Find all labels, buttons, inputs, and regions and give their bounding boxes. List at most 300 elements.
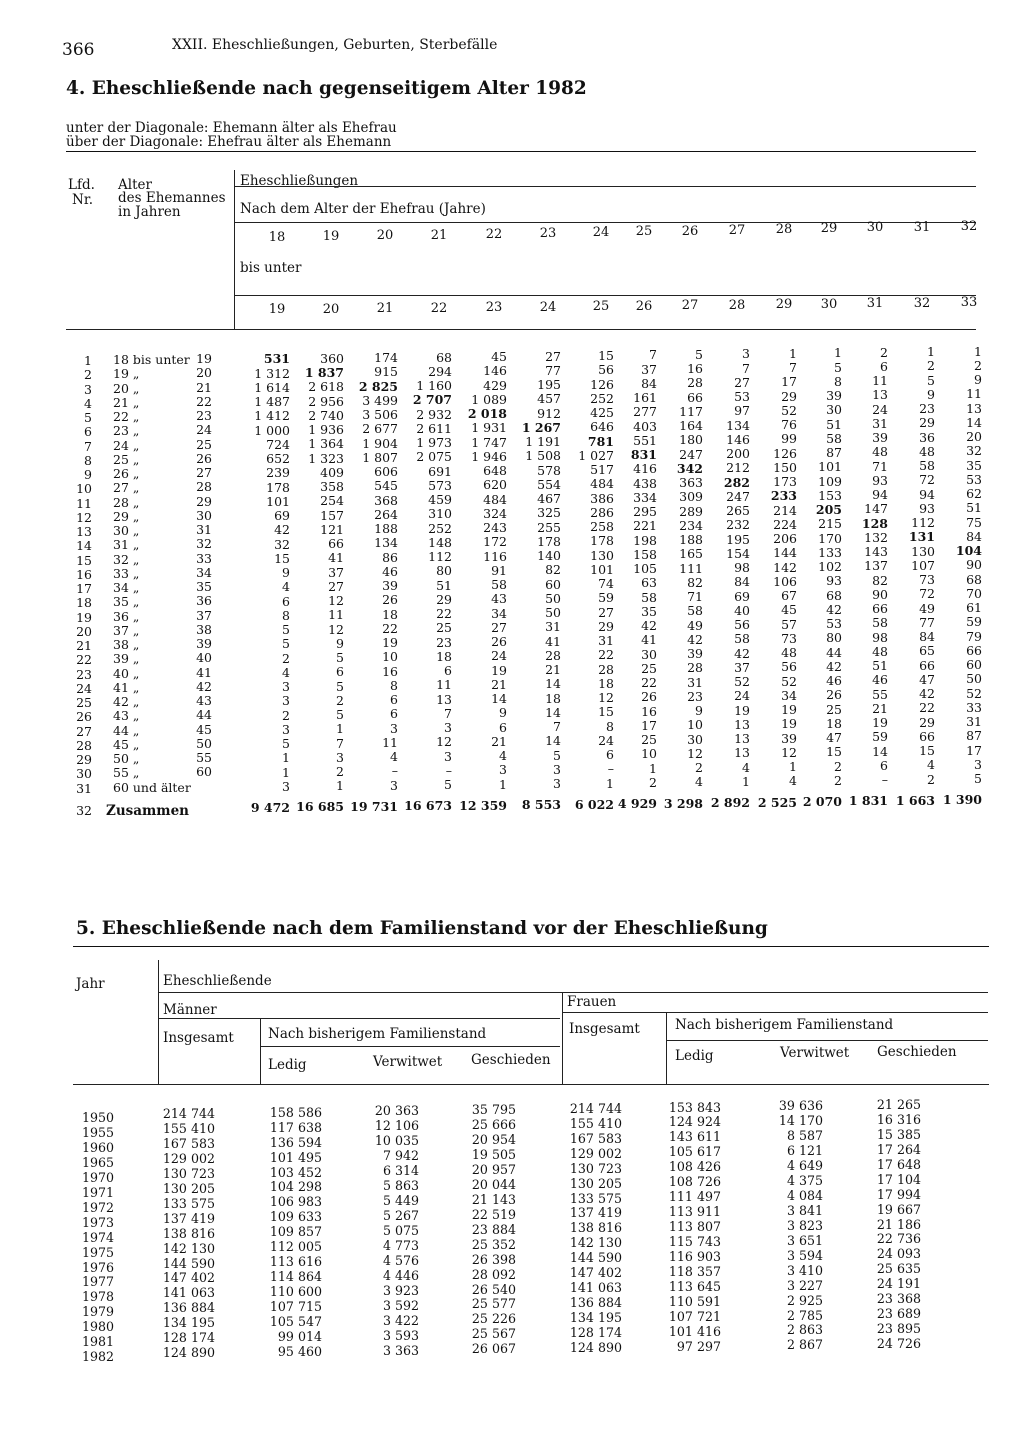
husband-age-to: 24 <box>196 422 212 438</box>
age-from-header: 32 <box>960 218 978 234</box>
table-cell: 18 <box>545 690 561 706</box>
age-from-header: 27 <box>728 222 746 238</box>
year-cell: 1976 <box>81 1259 114 1275</box>
age-to-header: 23 <box>485 300 503 315</box>
husband-age-to: 30 <box>196 507 212 523</box>
table-cell: 10 <box>641 746 657 762</box>
table-cell: 95 460 <box>277 1343 322 1359</box>
table-cell: 2 <box>695 760 703 776</box>
table-cell: 59 <box>966 614 982 630</box>
table-cell: 1 <box>606 775 614 791</box>
table-cell: 5 449 <box>382 1193 419 1209</box>
table-cell: 118 357 <box>668 1263 721 1279</box>
table-cell: 12 <box>598 690 614 705</box>
table-cell: 98 <box>734 560 750 576</box>
table-cell: 2 785 <box>786 1307 823 1323</box>
table-cell: 243 <box>483 520 507 536</box>
table-cell: 180 <box>679 432 703 448</box>
table-cell: – <box>607 761 614 777</box>
table-cell: 1 267 <box>521 419 561 435</box>
husband-age-to: 55 <box>196 750 212 765</box>
table-cell: 15 <box>598 348 614 363</box>
table-cell: 50 <box>545 605 561 621</box>
husband-age-from: 19 „ <box>113 366 140 382</box>
row-number: 18 <box>76 595 92 611</box>
table-cell: 2 611 <box>416 420 452 436</box>
row-number: 11 <box>76 495 92 511</box>
table-cell: 7 <box>553 719 561 735</box>
table-cell: 144 590 <box>162 1255 215 1271</box>
table-cell: 58 <box>491 577 507 593</box>
age-from-header: 31 <box>913 219 931 235</box>
table-cell: 44 <box>826 644 842 660</box>
table-cell: 1 931 <box>471 420 507 436</box>
table-cell: 52 <box>966 685 982 701</box>
bis-unter-label: bis unter <box>240 260 302 276</box>
row-number: 20 <box>76 623 92 639</box>
table4-stub-rule <box>234 170 235 330</box>
table-cell: 3 <box>499 762 507 778</box>
year-cell: 1982 <box>81 1349 114 1365</box>
year-cell: 1971 <box>81 1184 114 1200</box>
table-cell: 114 864 <box>269 1269 322 1285</box>
table-cell: 29 <box>919 714 935 730</box>
table-cell: 14 <box>545 676 561 692</box>
table-cell: 69 <box>274 508 290 524</box>
table-cell: 5 267 <box>382 1208 419 1224</box>
table-cell: 23 <box>436 634 452 650</box>
table-cell: 22 <box>641 675 657 691</box>
table-cell: 1 <box>282 750 290 766</box>
total-row-number: 32 <box>76 803 92 818</box>
husband-age-from: 22 „ <box>113 409 140 424</box>
table-cell: 258 <box>590 519 614 534</box>
table-cell: 28 <box>545 647 561 663</box>
table-cell: 62 <box>966 486 982 502</box>
table-cell: 11 <box>328 607 344 623</box>
table-cell: 4 446 <box>382 1267 419 1283</box>
table-cell: 459 <box>428 492 452 508</box>
table-cell: 80 <box>436 563 452 579</box>
table-cell: 1 160 <box>416 378 452 394</box>
table-cell: 15 385 <box>876 1126 921 1142</box>
table-cell: 289 <box>679 503 703 519</box>
table-cell: 32 <box>274 536 290 552</box>
year-cell: 1979 <box>81 1304 114 1320</box>
table-cell: 363 <box>679 475 703 491</box>
table-cell: 4 649 <box>786 1158 823 1173</box>
table-cell: 146 <box>483 363 507 379</box>
table-cell: 5 <box>336 707 344 722</box>
table-cell: 48 <box>872 444 888 460</box>
table-cell: 3 <box>444 720 452 736</box>
table-cell: 20 044 <box>471 1176 516 1192</box>
table-cell: 110 591 <box>668 1293 721 1309</box>
table-cell: 5 <box>282 736 290 752</box>
table-cell: 8 <box>282 607 290 623</box>
table-cell: 277 <box>633 404 657 420</box>
table-cell: 19 <box>872 715 888 731</box>
table-cell: 99 014 <box>277 1328 322 1344</box>
table-cell: 22 519 <box>471 1206 516 1222</box>
year-cell: 1973 <box>81 1214 114 1230</box>
table-cell: 11 <box>436 677 452 693</box>
table-cell: 34 <box>781 687 797 703</box>
table-cell: 144 590 <box>569 1250 622 1266</box>
table-cell: 3 <box>553 761 561 777</box>
table-cell: 18 <box>826 715 842 731</box>
table-cell: 5 <box>336 650 344 665</box>
table-cell: 620 <box>483 477 507 493</box>
table-cell: 136 594 <box>269 1134 322 1150</box>
row-number: 8 <box>84 452 92 468</box>
table-cell: 146 <box>726 431 750 447</box>
table-cell: 23 884 <box>471 1221 516 1237</box>
table-cell: 4 773 <box>382 1237 419 1253</box>
table-cell: 3 422 <box>382 1312 419 1328</box>
table-cell: 26 <box>641 689 657 705</box>
year-cell: 1981 <box>81 1334 114 1350</box>
maenner-familienstand-header: Nach bisherigem Familienstand <box>268 1026 487 1042</box>
table-cell: 45 <box>781 602 797 618</box>
table-cell: 1 <box>649 760 657 776</box>
table-cell: 1 936 <box>308 422 344 437</box>
table-cell: 153 843 <box>668 1099 721 1115</box>
table-cell: 71 <box>872 458 888 474</box>
table-cell: 2 925 <box>786 1292 823 1308</box>
table-cell: 195 <box>726 531 750 547</box>
table-cell: 153 <box>818 487 842 503</box>
table-cell: 53 <box>826 616 842 631</box>
table-cell: 9 <box>974 372 982 388</box>
table-cell: 30 <box>826 402 842 418</box>
table-cell: 24 191 <box>876 1276 921 1292</box>
table-cell: 34 <box>491 605 507 621</box>
table-cell: 13 <box>734 716 750 732</box>
table-cell: 58 <box>734 631 750 647</box>
table-cell: 386 <box>590 490 614 506</box>
table-cell: 101 <box>590 561 614 577</box>
age-to-header: 25 <box>592 299 610 314</box>
table-cell: 24 <box>734 688 750 704</box>
table4-title: 4. Eheschließende nach gegenseitigem Alter 1982 <box>66 78 587 99</box>
row-number: 3 <box>84 381 92 397</box>
husband-age-to: 22 <box>196 393 212 409</box>
table-cell: 20 363 <box>374 1103 419 1119</box>
row-number: 25 <box>76 695 92 710</box>
table-cell: 170 <box>818 530 842 546</box>
table-cell: 65 <box>919 643 935 659</box>
table-cell: 1 <box>927 344 935 360</box>
table-cell: 66 <box>919 728 935 744</box>
table-cell: 206 <box>773 531 797 547</box>
table-cell: 2 075 <box>416 449 452 465</box>
table-cell: 42 <box>826 601 842 617</box>
table-cell: 98 <box>872 629 888 645</box>
table-cell: 1 487 <box>254 394 290 410</box>
table-cell: 2 707 <box>412 392 452 408</box>
year-cell: 1975 <box>81 1244 114 1260</box>
table-cell: 129 002 <box>162 1150 215 1166</box>
age-from-header: 20 <box>376 228 394 244</box>
table-cell: 30 <box>641 646 657 662</box>
table-cell: 16 316 <box>876 1111 921 1127</box>
table-cell: 115 743 <box>668 1234 721 1250</box>
row-number: 24 <box>76 680 92 696</box>
table-cell: 48 <box>781 645 797 661</box>
table-cell: 1 807 <box>362 449 398 465</box>
alter-label-2: des Ehemannes <box>118 190 226 206</box>
table-cell: 606 <box>374 464 398 480</box>
age-to-header: 24 <box>539 299 557 315</box>
table-cell: 128 174 <box>569 1325 622 1341</box>
table-cell: 5 863 <box>382 1178 419 1194</box>
table-cell: 52 <box>781 402 797 418</box>
age-to-header: 22 <box>430 300 448 316</box>
table-cell: 9 <box>927 386 935 402</box>
table-cell: 8 <box>606 718 614 734</box>
table-cell: 2 <box>282 650 290 666</box>
table-cell: 57 <box>781 616 797 632</box>
age-from-header: 26 <box>681 223 699 239</box>
year-cell: 1978 <box>81 1289 114 1305</box>
table-cell: 27 <box>734 374 750 390</box>
total-cell: 3 298 <box>663 795 703 811</box>
table-cell: 11 <box>966 386 982 402</box>
table-cell: 84 <box>919 629 935 645</box>
table-cell: 342 <box>676 460 703 476</box>
table-cell: 1 <box>336 721 344 737</box>
total-cell: 2 070 <box>802 793 842 809</box>
table-cell: 2 <box>927 358 935 374</box>
alter-label-3: in Jahren <box>118 204 181 220</box>
table-cell: 3 <box>282 721 290 737</box>
total-cell: 2 892 <box>710 795 750 811</box>
table-cell: 2 <box>880 344 888 360</box>
table-cell: 147 402 <box>569 1265 622 1281</box>
table-cell: 79 <box>966 628 982 644</box>
husband-age-from: 33 „ <box>113 565 140 581</box>
table-cell: 90 <box>872 586 888 602</box>
husband-age-to: 40 <box>196 650 212 666</box>
row-number: 5 <box>84 410 92 425</box>
table-cell: 214 744 <box>569 1100 622 1116</box>
table-cell: 264 <box>374 506 398 522</box>
husband-age-from: 24 „ <box>113 437 140 453</box>
table-cell: 12 <box>687 745 703 761</box>
husband-age-to: 36 <box>196 593 212 609</box>
row-number: 15 <box>76 552 92 568</box>
table-cell: 5 <box>553 747 561 763</box>
table-cell: 24 726 <box>876 1336 921 1352</box>
table-cell: 1 508 <box>525 448 561 464</box>
table-cell: 3 841 <box>786 1202 823 1218</box>
table-cell: 172 <box>483 534 507 550</box>
table-cell: 155 410 <box>162 1120 215 1136</box>
table-cell: 133 575 <box>162 1195 215 1211</box>
husband-age-from: 44 „ <box>113 722 140 738</box>
table-cell: 143 <box>864 544 888 560</box>
husband-age-from: 50 „ <box>113 751 140 766</box>
table-cell: 82 <box>872 572 888 588</box>
table-cell: 26 067 <box>471 1341 516 1357</box>
table-cell: 31 <box>598 633 614 648</box>
table-cell: 42 <box>641 618 657 634</box>
table-cell: 294 <box>428 363 452 379</box>
table-cell: 648 <box>483 463 507 479</box>
table-cell: 17 <box>781 374 797 390</box>
table-cell: 37 <box>641 361 657 377</box>
table-cell: 178 <box>537 533 561 549</box>
note-below-diagonal: unter der Diagonale: Ehemann älter als Ehefrau <box>66 120 397 136</box>
age-from-header: 23 <box>539 226 557 241</box>
maenner-ledig-header: Ledig <box>268 1057 307 1073</box>
table-cell: 4 <box>789 773 797 789</box>
table-cell: 20 954 <box>471 1132 516 1147</box>
table-cell: 2 932 <box>416 406 452 422</box>
husband-age-to: 35 <box>196 579 212 594</box>
husband-age-to: 45 <box>196 721 212 737</box>
table-cell: 1 747 <box>471 434 507 450</box>
table-cell: 106 <box>773 573 797 589</box>
row-number: 1 <box>84 353 92 368</box>
table-cell: 2 825 <box>358 378 398 394</box>
table-cell: 22 <box>598 647 614 663</box>
table-cell: 50 <box>545 590 561 606</box>
table-cell: 56 <box>781 659 797 675</box>
year-cell: 1960 <box>81 1139 114 1155</box>
table-cell: 17 <box>641 717 657 733</box>
table-cell: 1 973 <box>416 435 452 451</box>
table-cell: 121 <box>320 521 344 537</box>
table-cell: 101 <box>818 459 842 475</box>
table-cell: 1 946 <box>471 448 507 464</box>
table-cell: 124 890 <box>162 1345 215 1361</box>
table-cell: – <box>881 772 888 788</box>
table-cell: 1 904 <box>362 435 398 451</box>
table-cell: 247 <box>679 446 703 462</box>
table-cell: 3 <box>553 776 561 792</box>
table-cell: 167 583 <box>162 1135 215 1151</box>
table-cell: 109 857 <box>269 1224 322 1240</box>
total-label: Zusammen <box>106 803 189 819</box>
table-cell: 17 <box>966 742 982 758</box>
total-cell: 6 022 <box>574 796 614 812</box>
table-cell: 19 <box>491 662 507 678</box>
age-from-header: 29 <box>820 221 838 237</box>
table-cell: 101 495 <box>269 1149 322 1165</box>
table-cell: 107 <box>911 557 935 573</box>
table-cell: 56 <box>598 362 614 378</box>
table-cell: 3 <box>282 778 290 794</box>
husband-age-from: 32 „ <box>113 551 140 567</box>
table-cell: 93 <box>872 472 888 488</box>
table-cell: 29 <box>919 415 935 431</box>
table-cell: 22 <box>436 606 452 622</box>
table-cell: 51 <box>966 500 982 516</box>
age-to-header: 21 <box>376 301 394 316</box>
table-cell: 3 593 <box>382 1327 419 1343</box>
eheschliessende-header: Eheschließende <box>163 973 272 989</box>
table-cell: 368 <box>374 492 398 508</box>
table-cell: 467 <box>537 491 561 507</box>
table-cell: 48 <box>872 643 888 659</box>
table-cell: 47 <box>826 730 842 745</box>
table-cell: 101 416 <box>668 1323 721 1339</box>
table-cell: 25 <box>436 620 452 636</box>
table-cell: 8 <box>390 677 398 693</box>
table-cell: 30 <box>687 731 703 747</box>
table-cell: 14 <box>872 743 888 759</box>
table-cell: 2 <box>927 771 935 787</box>
table-cell: 105 547 <box>269 1314 322 1329</box>
table-cell: 105 <box>633 561 657 577</box>
table-cell: 53 <box>966 471 982 487</box>
table-cell: 87 <box>966 728 982 744</box>
table-cell: 104 298 <box>269 1179 322 1195</box>
table-cell: 42 <box>734 645 750 661</box>
table-cell: 66 <box>872 601 888 617</box>
table-cell: 109 <box>818 473 842 489</box>
table-cell: 13 <box>966 400 982 416</box>
table-cell: 130 205 <box>569 1175 622 1191</box>
husband-age-to: 60 <box>196 764 212 780</box>
table-cell: 2 <box>834 758 842 774</box>
husband-age-from: 25 „ <box>113 451 140 467</box>
table-cell: 24 093 <box>876 1246 921 1262</box>
table-cell: 781 <box>587 433 614 449</box>
row-number: 22 <box>76 652 92 668</box>
table-cell: 16 <box>382 663 398 679</box>
table5-top-rule <box>73 946 989 947</box>
table-cell: 21 143 <box>471 1191 516 1207</box>
row-number: 26 <box>76 709 92 725</box>
husband-age-from: 27 „ <box>113 480 140 496</box>
table-cell: 1 <box>336 778 344 794</box>
table-cell: 27 <box>598 604 614 620</box>
table-cell: 58 <box>919 458 935 474</box>
age-to-header: 32 <box>913 295 931 311</box>
husband-age-to: 27 <box>196 465 212 480</box>
table-cell: 69 <box>734 588 750 604</box>
table-cell: 1 <box>282 764 290 780</box>
table-cell: 517 <box>590 462 614 477</box>
table-cell: 66 <box>328 536 344 551</box>
table-cell: 27 <box>491 619 507 635</box>
table-cell: 20 <box>966 429 982 445</box>
table-cell: 7 <box>649 347 657 363</box>
table-cell: 24 <box>598 732 614 748</box>
table-cell: 13 <box>436 691 452 707</box>
age-to-header: 19 <box>268 302 286 317</box>
table-cell: 3 227 <box>786 1277 823 1293</box>
table-cell: 132 <box>864 529 888 545</box>
table-cell: 6 <box>606 747 614 762</box>
table-cell: 9 <box>336 635 344 651</box>
table-cell: 3 <box>336 749 344 765</box>
table-cell: 6 <box>880 358 888 374</box>
age-to-header: 26 <box>635 298 653 314</box>
maenner-verwitwet-header: Verwitwet <box>373 1054 443 1070</box>
husband-age-to: 34 <box>196 564 212 580</box>
table-cell: 224 <box>773 516 797 532</box>
table-cell: 131 <box>908 529 935 545</box>
table-cell: 6 <box>390 692 398 708</box>
age-to-header: 27 <box>681 298 699 313</box>
table-cell: 14 <box>545 704 561 720</box>
table-cell: 221 <box>633 518 657 534</box>
table-cell: 84 <box>966 528 982 544</box>
